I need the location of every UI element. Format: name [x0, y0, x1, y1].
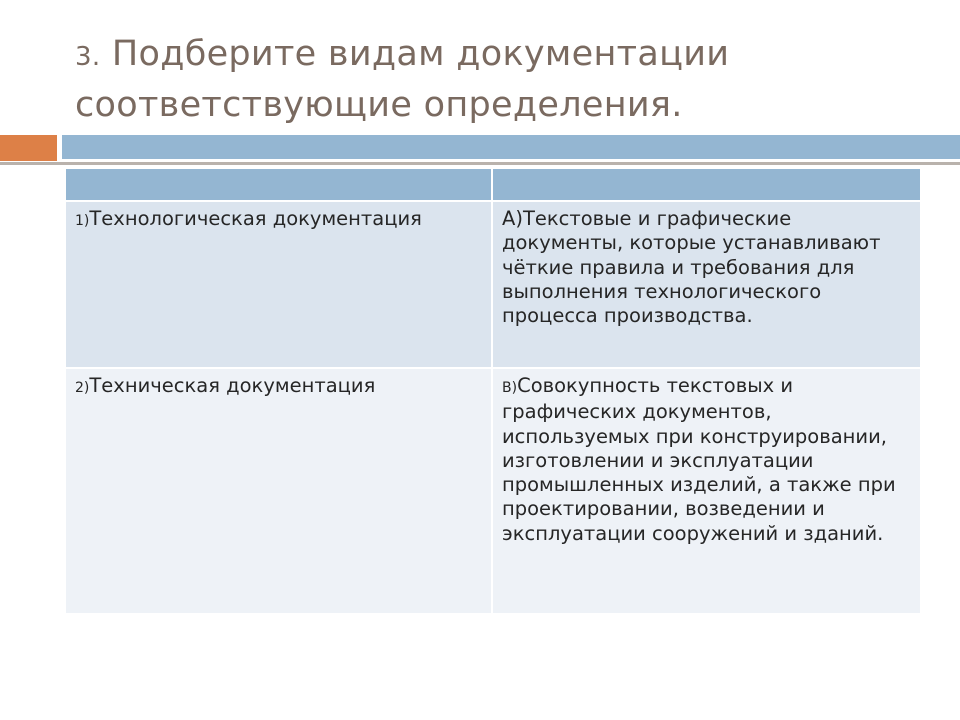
table-row: [65, 368, 921, 614]
doc-type-cell: [65, 368, 492, 614]
definition-letter: А): [502, 207, 523, 230]
accent-bar-blue: [62, 135, 960, 159]
slide-title-number: 3.: [75, 42, 101, 72]
item-number: 1): [75, 213, 90, 229]
table-header-cell-right: [492, 168, 921, 201]
table-header-cell-left: [65, 168, 492, 201]
definition-cell: [492, 201, 921, 368]
item-number: 2): [75, 380, 90, 396]
definition-cell: [492, 368, 921, 614]
slide-title: [75, 30, 935, 129]
slide-title-text: Подберите видам документации соответствующие определения.: [75, 34, 730, 125]
doc-type-cell: [65, 201, 492, 368]
definition-letter: В): [502, 380, 518, 396]
matching-table: [64, 167, 922, 615]
accent-bar-orange: [0, 135, 57, 161]
table-row: [65, 201, 921, 368]
doc-type-text: Техническая документация: [89, 374, 376, 397]
divider-line: [0, 162, 960, 165]
table-header-row: [65, 168, 921, 201]
doc-type-text: Технологическая документация: [89, 207, 422, 230]
definition-text: Совокупность текстовых и графических документов, используемых при конструировании, изготовлении и эксплуатации промышленных изделий, а также при проектировании, возведении и эксплуатации сооружений и зданий.: [502, 374, 896, 545]
definition-text: Текстовые и графические документы, которые устанавливают чёткие правила и требования для выполнения технологического процесса производства.: [502, 207, 881, 328]
